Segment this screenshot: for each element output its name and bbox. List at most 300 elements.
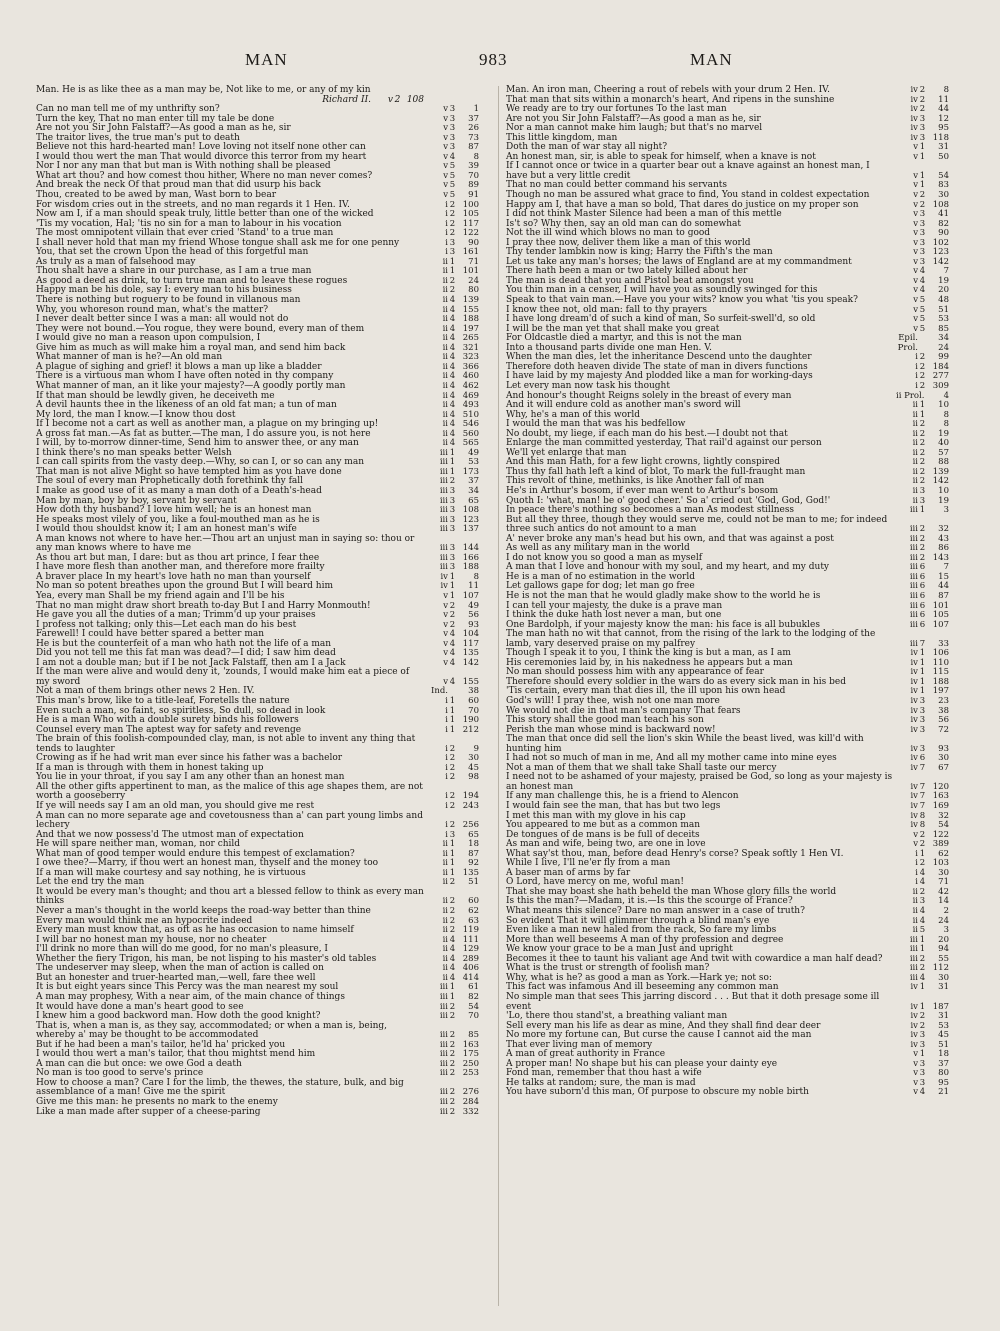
citation-scene: 4 <box>919 915 926 926</box>
quotation-text: Quoth I: 'what, man! be o' good cheer.' So a' cried out 'God, God, God!' <box>506 495 831 506</box>
quotation-text: As good a deed as drink, to turn true man and to leave these rogues <box>36 275 348 286</box>
citation-scene: 3 <box>919 495 926 506</box>
citation-act: iii <box>909 562 918 573</box>
citation-act: ii <box>442 285 448 296</box>
quotation-text: But an honester and truer-hearted man,—well, fare thee well <box>36 972 316 983</box>
citation-act: iii <box>439 1049 448 1060</box>
citation-line: 108 <box>932 199 949 210</box>
citation-line: 54 <box>938 170 949 181</box>
quotation-text: We ready are to try our fortunes To the last man <box>506 104 727 115</box>
quotation-text: A man that I love and honour with my soul, and my heart, and my duty <box>506 562 830 573</box>
quotation-text: The most omnipotent villain that ever cried 'Stand' to a true man <box>36 228 334 239</box>
citation-act: v <box>913 190 918 201</box>
citation-line: 94 <box>938 944 949 955</box>
citation-line: 139 <box>462 295 479 306</box>
quotation-text: This story shall the good man teach his son <box>506 715 704 726</box>
citation-line: 95 <box>938 1077 949 1088</box>
citation-act: ii <box>442 915 448 926</box>
citation-act: iii <box>439 1087 448 1098</box>
citation-line: 38 <box>468 686 479 697</box>
citation-reference <box>896 1088 954 1098</box>
quotation-text: Every man would think me an hypocrite indeed <box>36 915 253 926</box>
citation-act: iii <box>909 600 918 611</box>
citation-act: iii <box>439 466 448 477</box>
quotation-text: What is the trust or strength of foolish man? <box>506 963 710 974</box>
citation-act: iii <box>439 552 448 563</box>
citation-scene: 2 <box>919 447 926 458</box>
citation-act: iii <box>439 543 448 554</box>
citation-line: 31 <box>938 982 949 993</box>
quotation-text: This man's brow, like to a title-leaf, Foretells the nature <box>36 696 290 706</box>
citation-scene: 2 <box>449 600 456 611</box>
citation-scene: 2 <box>449 476 456 487</box>
concordance-entry <box>506 735 954 754</box>
citation-line: 163 <box>932 791 949 802</box>
citation-line: 82 <box>938 218 949 229</box>
citation-scene: 1 <box>449 858 456 869</box>
citation-line: 3 <box>943 505 949 516</box>
citation-act: ii <box>912 495 918 506</box>
quotation-text: What means this silence? Dare no man answer in a case of truth? <box>506 906 805 917</box>
citation-act: iv <box>440 571 448 582</box>
citation-line: 102 <box>932 237 949 248</box>
citation-reference <box>896 153 954 163</box>
citation-scene: 2 <box>449 791 456 802</box>
citation-scene: 1 <box>449 466 456 477</box>
citation-act: iii <box>439 1030 448 1041</box>
citation-line: 155 <box>462 304 479 315</box>
citation-act: iv <box>910 791 918 802</box>
citation-line: 70 <box>468 170 479 181</box>
citation-act: ii <box>442 419 448 430</box>
citation-scene: 1 <box>449 696 456 706</box>
citation-scene: 3 <box>919 209 926 220</box>
quotation-text: I had not so much of man in me, And all my mother came into mine eyes <box>506 753 837 764</box>
citation-scene: 6 <box>919 581 926 592</box>
concordance-entry <box>36 535 484 554</box>
citation-scene: 2 <box>449 619 456 630</box>
citation-reference <box>426 878 484 888</box>
right-column <box>506 86 954 1098</box>
quotation-text: There hath been a man or two lately killed about her <box>506 266 748 277</box>
citation-scene: 4 <box>449 638 456 649</box>
citation-reference <box>426 802 484 812</box>
citation-scene: 1 <box>919 170 926 181</box>
citation-act: ii <box>442 314 448 325</box>
citation-scene: 3 <box>919 1068 926 1079</box>
quotation-text: A' never broke any man's head but his own, and that was against a post <box>506 533 834 544</box>
concordance-entry <box>506 162 954 181</box>
quotation-text: How doth thy husband? I love him well; he is an honest man <box>36 505 312 516</box>
concordance-entry <box>506 773 954 792</box>
quotation-text: What say'st thou, man, before dead Henry's corse? Speak softly 1 Hen VI. <box>506 848 844 859</box>
citation-scene: 2 <box>919 380 926 391</box>
quotation-text: That man that sits within a monarch's heart, And ripens in the sunshine <box>506 94 835 105</box>
citation-act: i <box>445 199 448 210</box>
quotation-text: Happy man be his dole, say I: every man to his business <box>36 285 292 296</box>
citation-act: ii <box>912 915 918 926</box>
citation-line: 65 <box>468 495 479 506</box>
quotation-text: I profess not talking; only this—Let each man do his best <box>36 619 297 630</box>
citation-act: iv <box>910 657 918 668</box>
citation-line: 117 <box>462 638 479 649</box>
quotation-text: Crowing as if he had writ man ever since his father was a bachelor <box>36 753 343 764</box>
citation-line: 49 <box>468 447 479 458</box>
citation-scene: 3 <box>449 113 456 124</box>
citation-act: ii <box>912 438 918 449</box>
quotation-text: If any man challenge this, he is a friend to Alencon <box>506 791 739 802</box>
citation-scene: 2 <box>449 915 456 926</box>
citation-scene: 4 <box>919 266 926 277</box>
citation-line: 1 <box>473 104 479 115</box>
citation-line: 155 <box>462 676 479 687</box>
citation-act: ii <box>912 400 918 411</box>
citation-scene: 1 <box>449 715 456 726</box>
citation-scene: 1 <box>919 686 926 697</box>
citation-line: 197 <box>932 686 949 697</box>
citation-line: 53 <box>938 314 949 325</box>
citation-scene: 5 <box>919 925 926 936</box>
citation-line: 30 <box>938 867 949 878</box>
citation-line: 144 <box>462 543 479 554</box>
citation-scene: 4 <box>449 934 456 945</box>
quotation-text: I would the man that was his bedfellow <box>506 419 686 430</box>
citation-act: v <box>913 180 918 191</box>
citation-scene: 1 <box>919 982 926 993</box>
citation-act: iii <box>909 505 918 516</box>
citation-act: v <box>913 151 918 162</box>
citation-act: iii <box>439 1068 448 1079</box>
citation-act: ii <box>912 925 918 936</box>
citation-line: 276 <box>462 1087 479 1098</box>
citation-line: 44 <box>938 581 949 592</box>
citation-act: v <box>443 180 448 191</box>
quotation-text: In peace there's nothing so becomes a man As modest stillness <box>506 505 795 516</box>
citation-act: iv <box>910 781 918 792</box>
citation-line: 101 <box>932 600 949 611</box>
quotation-text: That ever living man of memory <box>506 1039 653 1050</box>
citation-line: 188 <box>932 676 949 687</box>
citation-scene: 4 <box>449 944 456 955</box>
citation-scene: 2 <box>919 552 926 563</box>
citation-act: ii <box>442 295 448 306</box>
quotation-text: Even such a man, so faint, so spiritless, So dull, so dead in look <box>36 705 326 716</box>
citation-scene: 5 <box>449 180 456 191</box>
citation-line: 11 <box>468 581 479 592</box>
citation-line: 37 <box>468 113 479 124</box>
citation-scene: 4 <box>449 438 456 449</box>
citation-line: 7 <box>943 562 949 573</box>
quotation-text: As thou art but man, I dare: but as thou art prince, I fear thee <box>36 552 320 563</box>
citation-line: 51 <box>938 304 949 315</box>
citation-line: 142 <box>932 256 949 267</box>
citation-line: 110 <box>932 657 949 668</box>
citation-act: ii <box>442 944 448 955</box>
citation-act: Epil. <box>898 333 918 344</box>
citation-scene: 5 <box>449 170 456 181</box>
citation-scene: 3 <box>919 896 926 907</box>
citation-scene: 2 <box>449 1087 456 1098</box>
citation-scene: 1 <box>919 667 926 678</box>
citation-scene: 2 <box>919 953 926 964</box>
citation-act: ii <box>442 256 448 267</box>
citation-line: 62 <box>938 848 949 859</box>
citation-scene: 6 <box>919 600 926 611</box>
quotation-text: Not a man of them that we shall take Shall taste our mercy <box>506 762 777 773</box>
citation-act: iv <box>910 753 918 764</box>
citation-act: ii Prol. <box>896 390 925 401</box>
citation-line: 90 <box>468 237 479 248</box>
citation-line: 71 <box>938 877 949 888</box>
citation-scene: 4 <box>449 352 456 363</box>
citation-line: 87 <box>468 848 479 859</box>
citation-scene: 3 <box>449 247 456 258</box>
quotation-text: De tongues of de mans is be full of deceits <box>506 829 700 840</box>
citation-line: 98 <box>468 772 479 783</box>
citation-act: i <box>445 791 448 802</box>
citation-line: 166 <box>462 552 479 563</box>
citation-scene: 1 <box>449 447 456 458</box>
citation-reference <box>426 1069 484 1079</box>
quotation-text: The man is dead that you and Pistol beat amongst you <box>506 275 754 286</box>
citation-line: 8 <box>943 85 949 95</box>
quotation-text: A man can die but once: we owe God a death <box>36 1058 242 1069</box>
quotation-text: We know your grace to be a man Just and upright <box>506 944 733 955</box>
citation-line: 72 <box>938 724 949 735</box>
citation-scene: 5 <box>449 190 456 201</box>
citation-reference <box>896 726 954 736</box>
citation-act: ii <box>442 380 448 391</box>
citation-line: 115 <box>932 667 949 678</box>
citation-scene: 2 <box>449 610 456 621</box>
citation-scene: 2 <box>919 371 926 382</box>
citation-act: v <box>443 676 448 687</box>
citation-act: v <box>387 94 393 105</box>
citation-line: 19 <box>938 275 949 286</box>
citation-line: 8 <box>943 409 949 420</box>
quotation-text: He talks at random; sure, the man is mad <box>506 1077 696 1088</box>
quotation-text: The brain of this foolish-compounded clay, man, is not able to invent any thing that tends to laughter <box>36 734 416 754</box>
quotation-text: Why, you whoreson round man, what's the matter? <box>36 304 269 315</box>
citation-act: iii <box>439 524 448 535</box>
quotation-text: No more my fortune can, But curse the cause I cannot aid the man <box>506 1030 812 1041</box>
citation-line: 105 <box>932 610 949 621</box>
citation-scene: 1 <box>449 839 456 850</box>
citation-line: 129 <box>462 944 479 955</box>
citation-scene: 3 <box>919 123 926 134</box>
citation-scene: 1 <box>919 1001 926 1012</box>
quotation-text: You, that set the crown Upon the head of this forgetful man <box>36 247 309 258</box>
citation-scene: 2 <box>919 476 926 487</box>
citation-line: 462 <box>462 380 479 391</box>
citation-line: 112 <box>932 963 949 974</box>
citation-scene: 3 <box>919 715 926 726</box>
citation-line: 105 <box>462 209 479 220</box>
citation-line: 70 <box>468 705 479 716</box>
citation-line: 24 <box>468 275 479 286</box>
citation-line: 56 <box>468 610 479 621</box>
citation-scene: 2 <box>919 886 926 897</box>
quotation-text: Whether the fiery Trigon, his man, be not lisping to his master's old tables <box>36 953 377 964</box>
citation-scene: 1 <box>919 151 926 162</box>
quotation-text: If that man should be lewdly given, he deceiveth me <box>36 390 275 401</box>
quotation-text: Therefore should every soldier in the wars do as every sick man in his bed <box>506 676 846 687</box>
citation-line: 4 <box>943 390 949 401</box>
citation-act: iv <box>910 1030 918 1041</box>
citation-line: 92 <box>468 858 479 869</box>
citation-line: 56 <box>938 715 949 726</box>
quotation-text: And that we now possess'd The utmost man of expectation <box>36 829 304 840</box>
citation-scene: 8 <box>919 820 926 831</box>
citation-act: iv <box>910 667 918 678</box>
citation-line: 30 <box>468 753 479 764</box>
citation-line: 8 <box>473 151 479 162</box>
citation-act: v <box>913 839 918 850</box>
quotation-text: Man by man, boy by boy, servant by servant <box>36 495 237 506</box>
citation-line: 48 <box>938 295 949 306</box>
citation-line: 321 <box>462 342 479 353</box>
citation-line: 33 <box>938 638 949 649</box>
citation-scene: 2 <box>919 829 926 840</box>
citation-line: 19 <box>938 495 949 506</box>
citation-scene: 4 <box>449 676 456 687</box>
citation-line: 111 <box>462 934 479 945</box>
quotation-text: I shall never hold that man my friend Whose tongue shall ask me for one penny <box>36 237 400 248</box>
citation-scene: 2 <box>449 1068 456 1079</box>
quotation-text: You thin man in a censer, I will have you as soundly swinged for this <box>506 285 818 296</box>
citation-scene: 4 <box>449 657 456 668</box>
quotation-text: This fact was infamous And ill beseeming any common man <box>506 982 779 993</box>
citation-act: iii <box>909 944 918 955</box>
quotation-text: I owe thee?—Marry, if thou wert an honest man, thyself and the money too <box>36 858 379 869</box>
citation-act: v <box>913 170 918 181</box>
citation-act: iii <box>909 610 918 621</box>
quotation-text: There is a virtuous man whom I have often noted in thy company <box>36 371 334 382</box>
citation-act: iv <box>910 724 918 735</box>
quotation-text: Can no man tell me of my unthrifty son? <box>36 104 220 115</box>
citation-line: 38 <box>938 705 949 716</box>
citation-scene: 2 <box>919 1020 926 1031</box>
citation-scene: 1 <box>449 266 456 277</box>
quotation-text: That no man might draw short breath to-day But I and Harry Monmouth! <box>36 600 371 611</box>
citation-act: ii <box>442 304 448 315</box>
citation-act: iv <box>910 85 918 95</box>
citation-scene: 1 <box>919 1049 926 1060</box>
citation-line: 101 <box>462 266 479 277</box>
citation-act: i <box>445 820 448 831</box>
citation-scene: 6 <box>919 590 926 601</box>
citation-act: v <box>913 228 918 239</box>
citation-act: v <box>913 199 918 210</box>
quotation-text: Speak to that vain man.—Have you your wits? know you what 'tis you speak? <box>506 295 858 306</box>
citation-act: i <box>915 858 918 869</box>
citation-act: iii <box>909 619 918 630</box>
citation-line: 65 <box>468 829 479 840</box>
citation-line: 42 <box>938 886 949 897</box>
citation-act: iii <box>909 533 918 544</box>
citation-line: 414 <box>462 972 479 983</box>
citation-line: 23 <box>938 696 949 706</box>
quotation-text: I would thou shouldst know it; I am an honest man's wife <box>36 524 297 535</box>
citation-line: 243 <box>462 801 479 812</box>
citation-act: i <box>915 848 918 859</box>
citation-line: 82 <box>468 991 479 1002</box>
quotation-text: Why, he's a man of this world <box>506 409 640 420</box>
concordance-entry <box>506 1088 954 1098</box>
citation-scene: 6 <box>919 562 926 573</box>
quotation-text: Give me this man: he presents no mark to the enemy <box>36 1096 278 1107</box>
citation-act: ii <box>912 409 918 420</box>
citation-scene: 2 <box>449 801 456 812</box>
citation-scene: 3 <box>449 552 456 563</box>
quotation-text: And this man Hath, for a few light crowns, lightly conspired <box>506 457 781 468</box>
citation-scene: 2 <box>449 228 456 239</box>
quotation-text: I would thou wert a man's tailor, that thou mightst mend him <box>36 1049 316 1060</box>
concordance-entry <box>36 783 484 802</box>
quotation-text: I met this man with my glove in his cap <box>506 810 686 821</box>
citation-act: v <box>443 648 448 659</box>
citation-line: 332 <box>462 1106 479 1117</box>
quotation-text: We'll yet enlarge that man <box>506 447 627 458</box>
citation-line: 139 <box>932 466 949 477</box>
quotation-text: Even like a man new haled from the rack, So fare my limbs <box>506 925 777 936</box>
citation-line: 100 <box>462 199 479 210</box>
citation-scene: 7 <box>919 638 926 649</box>
citation-act: iii <box>909 972 918 983</box>
citation-act: i <box>445 247 448 258</box>
citation-line: 142 <box>932 476 949 487</box>
citation-line: 50 <box>938 151 949 162</box>
citation-act: v <box>443 123 448 134</box>
citation-act: iii <box>439 485 448 496</box>
citation-line: 20 <box>938 285 949 296</box>
citation-act: v <box>913 237 918 248</box>
citation-act: iii <box>909 638 918 649</box>
citation-scene: 2 <box>919 104 926 115</box>
citation-act: ii <box>912 419 918 430</box>
citation-reference <box>426 726 484 736</box>
quotation-text: I pray thee now, deliver them like a man of this world <box>506 237 751 248</box>
quotation-text: I have laid by my majesty And plodded like a man for working-days <box>506 371 813 382</box>
citation-scene: 1 <box>449 590 456 601</box>
citation-scene: 2 <box>449 1058 456 1069</box>
quotation-text: If a man is through with them in honest taking up <box>36 762 264 773</box>
citation-act: iv <box>910 810 918 821</box>
quotation-text: What man of good temper would endure this tempest of exclamation? <box>36 848 355 859</box>
quotation-text: While I live, I'll ne'er fly from a man <box>506 858 671 869</box>
citation-scene: 3 <box>919 1058 926 1069</box>
citation-line: 86 <box>938 543 949 554</box>
citation-act: ii <box>442 906 448 917</box>
citation-scene: 1 <box>919 180 926 191</box>
citation-scene: 4 <box>449 419 456 430</box>
quotation-text: Therefore doth heaven divide The state of man in divers functions <box>506 361 808 372</box>
quotation-text: Believe not this hard-hearted man! Love loving not itself none other can <box>36 142 366 153</box>
citation-line: 89 <box>468 180 479 191</box>
citation-reference <box>426 659 484 669</box>
citation-scene: 1 <box>449 256 456 267</box>
citation-act: iv <box>910 696 918 706</box>
citation-act: v <box>443 151 448 162</box>
citation-act: iii <box>439 447 448 458</box>
citation-scene: 1 <box>919 648 926 659</box>
quotation-text: It would be every man's thought; and thou art a blessed fellow to think as every man thinks <box>36 886 424 907</box>
citation-line: 8 <box>943 419 949 430</box>
citation-scene: 1 <box>449 457 456 468</box>
citation-line: 80 <box>938 1068 949 1079</box>
citation-act: i <box>445 772 448 783</box>
quotation-text: And break the neck Of that proud man that did usurp his back <box>36 180 321 191</box>
